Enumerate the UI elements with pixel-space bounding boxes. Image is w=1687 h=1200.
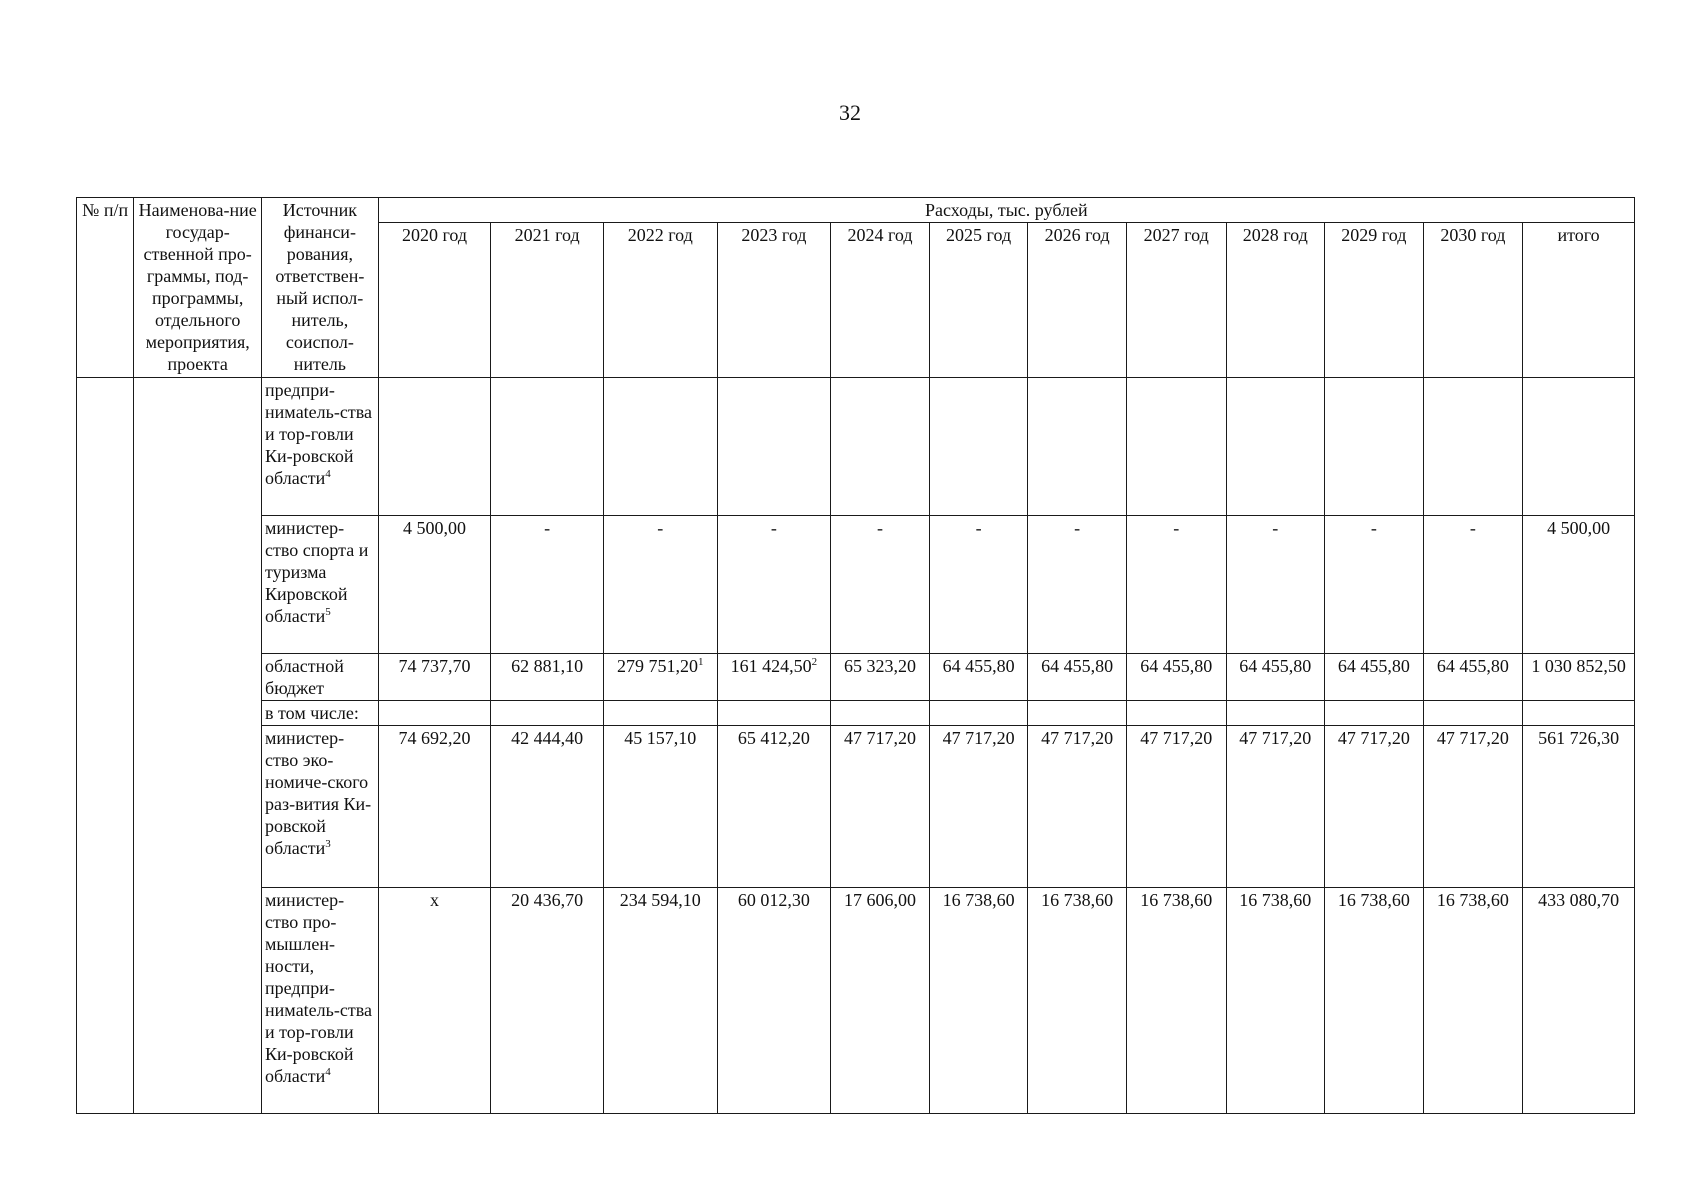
header-year: 2026 год <box>1028 223 1127 378</box>
table-row <box>77 516 1635 654</box>
value-cell: 65 323,20 <box>831 654 930 701</box>
total-cell: 4 500,00 <box>1523 516 1635 654</box>
value-cell: 47 717,20 <box>1423 726 1523 888</box>
table-row <box>77 654 1635 701</box>
value-cell: 20 436,70 <box>491 888 604 1114</box>
value-cell: 64 455,80 <box>929 654 1028 701</box>
header-name-col: Наименова-ние государ-ственной про-граммы, под-программы, отдельного мероприятия, проекта <box>134 198 262 378</box>
value-cell: 74 692,20 <box>378 726 491 888</box>
value-cell: 4 500,00 <box>378 516 491 654</box>
total-cell: 433 080,70 <box>1523 888 1635 1114</box>
value-cell <box>603 378 717 516</box>
header-number-col: № п/п <box>77 198 134 378</box>
value-cell: 47 717,20 <box>1226 726 1325 888</box>
value-cell: 47 717,20 <box>1325 726 1424 888</box>
value-cell: - <box>1325 516 1424 654</box>
value-cell <box>491 378 604 516</box>
total-cell: 1 030 852,50 <box>1523 654 1635 701</box>
value-cell <box>491 701 604 726</box>
value-cell: 42 444,40 <box>491 726 604 888</box>
value-cell: x <box>378 888 491 1114</box>
value-cell: 16 738,60 <box>929 888 1028 1114</box>
value-cell <box>1423 701 1523 726</box>
value-cell: 47 717,20 <box>1028 726 1127 888</box>
source-cell: областной бюджет <box>262 654 379 701</box>
value-cell: 60 012,30 <box>717 888 831 1114</box>
value-cell: 16 738,60 <box>1325 888 1424 1114</box>
value-cell <box>1028 378 1127 516</box>
value-cell: 234 594,10 <box>603 888 717 1114</box>
table-row <box>77 888 1635 1114</box>
total-cell: 561 726,30 <box>1523 726 1635 888</box>
value-cell <box>929 378 1028 516</box>
value-cell: 161 424,50$^2$ <box>717 654 831 701</box>
header-year: 2027 год <box>1126 223 1226 378</box>
value-cell: 17 606,00 <box>831 888 930 1114</box>
value-cell <box>831 701 930 726</box>
source-cell: министер-ство спорта и туризма Кировской области$^5$ <box>262 516 379 654</box>
value-cell: 47 717,20 <box>831 726 930 888</box>
value-cell: 62 881,10 <box>491 654 604 701</box>
value-cell: 16 738,60 <box>1126 888 1226 1114</box>
row-number-cell <box>77 378 134 1114</box>
value-cell <box>1126 701 1226 726</box>
value-cell <box>378 701 491 726</box>
table-row <box>77 378 1635 516</box>
value-cell: 64 455,80 <box>1325 654 1424 701</box>
header-year: 2028 год <box>1226 223 1325 378</box>
value-cell: - <box>1126 516 1226 654</box>
source-cell: министер-ство эко-номиче-ского раз-вития Ки-ровской области$^3$ <box>262 726 379 888</box>
value-cell: 16 738,60 <box>1028 888 1127 1114</box>
value-cell <box>1325 701 1424 726</box>
source-cell: в том числе: <box>262 701 379 726</box>
table-row <box>77 726 1635 888</box>
header-year: 2022 год <box>603 223 717 378</box>
value-cell: 64 455,80 <box>1226 654 1325 701</box>
value-cell: 279 751,20$^1$ <box>603 654 717 701</box>
value-cell: 65 412,20 <box>717 726 831 888</box>
value-cell <box>1226 378 1325 516</box>
header-total: итого <box>1523 223 1635 378</box>
value-cell: 16 738,60 <box>1226 888 1325 1114</box>
value-cell: 64 455,80 <box>1028 654 1127 701</box>
value-cell: - <box>1423 516 1523 654</box>
header-year: 2024 год <box>831 223 930 378</box>
value-cell <box>1226 701 1325 726</box>
value-cell <box>1028 701 1127 726</box>
header-year: 2025 год <box>929 223 1028 378</box>
program-name-cell <box>134 378 262 1114</box>
header-spending-title: Расходы, тыс. рублей <box>378 198 1634 223</box>
value-cell <box>717 378 831 516</box>
source-cell: предпри-нимatель-ства и тор-говли Ки-ровской области$^4$ <box>262 378 379 516</box>
value-cell <box>603 701 717 726</box>
table-row <box>77 701 1635 726</box>
value-cell <box>717 701 831 726</box>
value-cell: - <box>929 516 1028 654</box>
value-cell: 64 455,80 <box>1423 654 1523 701</box>
value-cell: 74 737,70 <box>378 654 491 701</box>
value-cell <box>1325 378 1424 516</box>
total-cell <box>1523 701 1635 726</box>
value-cell: - <box>1226 516 1325 654</box>
value-cell: - <box>1028 516 1127 654</box>
value-cell: - <box>831 516 930 654</box>
value-cell <box>378 378 491 516</box>
header-year: 2029 год <box>1325 223 1424 378</box>
value-cell <box>929 701 1028 726</box>
value-cell <box>831 378 930 516</box>
value-cell: - <box>491 516 604 654</box>
budget-table <box>76 197 1635 1114</box>
source-cell: министер-ство про-мышлен-ности, предпри-нимatель-ства и тор-говли Ки-ровской области$^4$ <box>262 888 379 1114</box>
value-cell: 47 717,20 <box>929 726 1028 888</box>
header-year: 2021 год <box>491 223 604 378</box>
total-cell <box>1523 378 1635 516</box>
value-cell <box>1423 378 1523 516</box>
value-cell <box>1126 378 1226 516</box>
value-cell: - <box>717 516 831 654</box>
value-cell: 16 738,60 <box>1423 888 1523 1114</box>
header-year: 2030 год <box>1423 223 1523 378</box>
value-cell: 64 455,80 <box>1126 654 1226 701</box>
value-cell: - <box>603 516 717 654</box>
value-cell: 45 157,10 <box>603 726 717 888</box>
header-year: 2023 год <box>717 223 831 378</box>
value-cell: 47 717,20 <box>1126 726 1226 888</box>
header-source-col: Источник финанси-рования, ответствен-ный испол-нитель, соиспол-нитель <box>262 198 379 378</box>
page-number: 32 <box>839 100 861 125</box>
header-year: 2020 год <box>378 223 491 378</box>
